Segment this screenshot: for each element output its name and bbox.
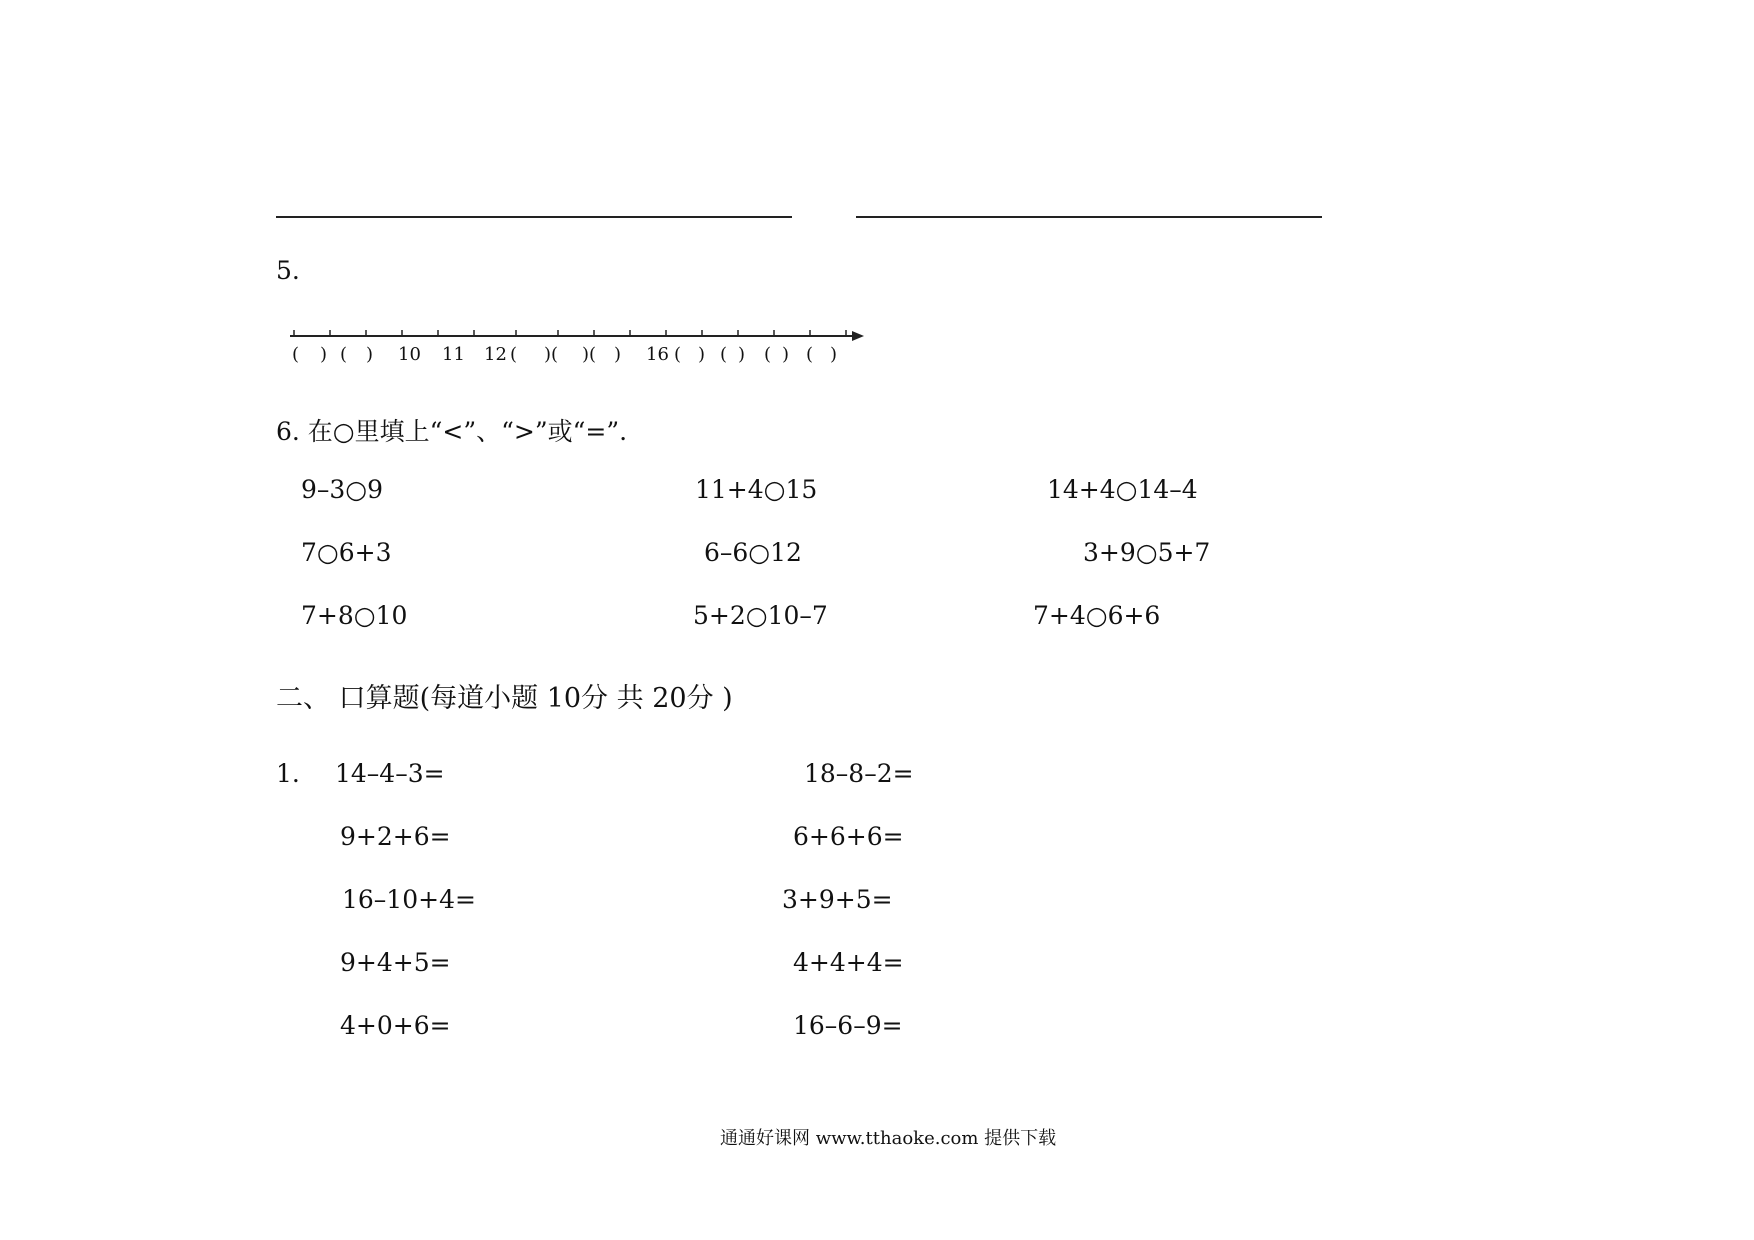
number-line-label: 10 <box>398 344 421 365</box>
number-line-label: 16 <box>646 344 669 365</box>
number-line-label: ( <box>510 344 518 365</box>
answer-line-left <box>276 216 792 218</box>
number-line-label: 12 <box>484 344 507 365</box>
question-6-label: 6. 在○里填上“<”、“>”或“=”. <box>276 417 628 446</box>
number-line-label: ) <box>320 344 328 365</box>
number-line-label: ( <box>806 344 814 365</box>
answer-line-right <box>856 216 1322 218</box>
number-line-label: ( <box>292 344 300 365</box>
compare-item: 14+4○14–4 <box>1047 475 1198 504</box>
oral-question-label: 1. <box>276 759 300 788</box>
compare-item: 9–3○9 <box>301 475 384 504</box>
oral-item: 6+6+6= <box>793 822 904 851</box>
compare-item: 3+9○5+7 <box>1083 538 1211 567</box>
oral-item: 16–10+4= <box>342 885 476 914</box>
number-line-label: ) <box>366 344 374 365</box>
number-line <box>280 318 880 378</box>
number-line-label: ) <box>782 344 790 365</box>
number-line-label: 11 <box>442 344 465 365</box>
number-line-label: ) <box>614 344 622 365</box>
number-line-label: ) <box>738 344 746 365</box>
number-line-label: )( <box>582 344 597 365</box>
number-line-label: )( <box>544 344 559 365</box>
compare-item: 5+2○10–7 <box>693 601 828 630</box>
number-line-label: ( <box>720 344 728 365</box>
oral-item: 4+4+4= <box>793 948 904 977</box>
section-2-title: 二、 口算题(每道小题 10分 共 20分 ) <box>276 683 733 714</box>
compare-item: 7+8○10 <box>301 601 408 630</box>
footer-text: 通通好课网 www.tthaoke.com 提供下载 <box>720 1128 1057 1149</box>
compare-item: 11+4○15 <box>695 475 818 504</box>
oral-item: 9+4+5= <box>340 948 451 977</box>
compare-item: 7+4○6+6 <box>1033 601 1161 630</box>
compare-item: 6–6○12 <box>704 538 802 567</box>
number-line-label: ( <box>674 344 682 365</box>
oral-item: 18–8–2= <box>804 759 914 788</box>
number-line-label: ( <box>340 344 348 365</box>
compare-item: 7○6+3 <box>301 538 392 567</box>
oral-item: 16–6–9= <box>793 1011 903 1040</box>
number-line-label: ) <box>830 344 838 365</box>
question-5-label: 5. <box>276 256 300 285</box>
oral-item: 3+9+5= <box>782 885 893 914</box>
oral-item: 4+0+6= <box>340 1011 451 1040</box>
oral-item: 9+2+6= <box>340 822 451 851</box>
number-line-label: ( <box>764 344 772 365</box>
oral-item: 14–4–3= <box>335 759 445 788</box>
number-line-label: ) <box>698 344 706 365</box>
